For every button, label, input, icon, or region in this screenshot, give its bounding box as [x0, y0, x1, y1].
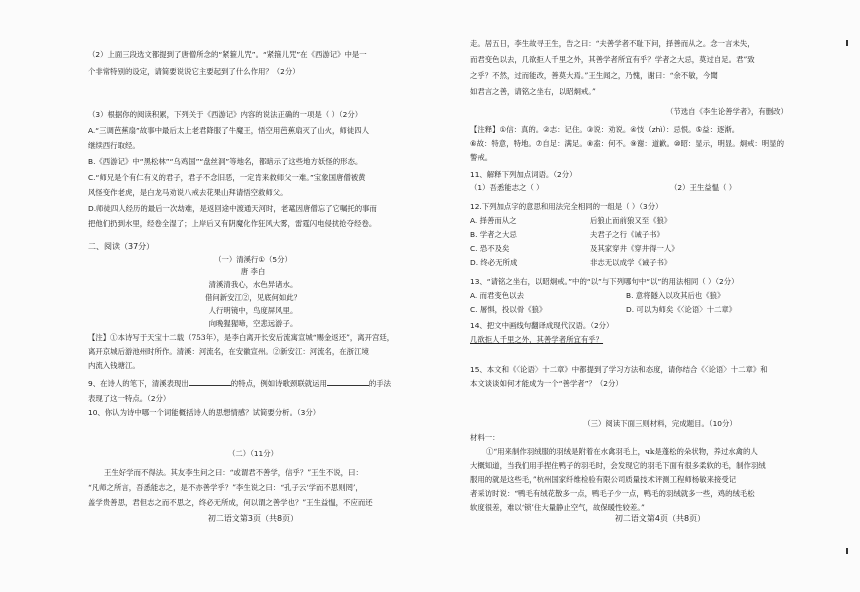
question-9-cont: 表现了这一特点。（2分） — [88, 394, 171, 403]
q12-a-left: A. 择善而从之 — [470, 216, 517, 225]
q9-part-3: 的手法 — [368, 379, 392, 388]
material-line-1: ①“用来制作羽绒服的羽绒是附着在水禽羽毛上，чk是蓬松的朵状物，养过水禽的人 — [486, 447, 758, 456]
q3-option-b: B.《西游记》中“黑松林”“乌鸡国”“盘丝洞”等地名，都暗示了这些地方妖怪的形态。 — [88, 157, 363, 166]
page-footer-right: 初二语文第4页（共8页） — [614, 514, 706, 523]
gloss-line-2: ⑥故：特意，特地。⑦自足：满足。⑧盍：何不。⑨谢：道歉。⑩昭：显示，明显。炯戒：明显的 — [470, 139, 784, 148]
question-15-line-2: 本文谈谈如何才能成为一个“善学者”？（2分） — [470, 379, 623, 388]
passage-line-3: 之乎？不然，过而能改，善莫大焉。”王生闻之，乃愧，谢曰：“余不敏，今聞 — [470, 71, 718, 80]
passage-line-1: 走。居五日，李生故寻王生，告之曰：“夫善学者不耻下问，择善而从之。念一言未失， — [470, 39, 755, 48]
q13-option-a: A. 而君变色以去 — [470, 291, 524, 300]
poem-line-4: 向晚猩猩啼，空悲远游子。 — [208, 319, 298, 328]
page-footer-left: 初二语文第3页（共8页） — [207, 514, 299, 523]
binding-mark — [846, 40, 848, 46]
q12-a-right: 后狼止而前狼又至《狼》 — [590, 216, 672, 225]
passage-source: （节选自《李生论善学者》，有删改） — [666, 107, 788, 116]
q12-c-right: 及其家穿井《穿井得一人》 — [590, 244, 679, 253]
q2-line-1: （2）上面三段选文都提到了唐僧所念的“紧箍儿咒”。“紧箍儿咒”在《西游记》中是一 — [88, 50, 367, 59]
q11-item-1: （1）吾悉能志之（ ） — [470, 183, 544, 192]
question-15-line-1: 15、本文和《〈论语〉十二章》中都提到了学习方法和态度，请你结合《〈论语〉十二章》和 — [470, 365, 768, 374]
q12-c-left: C. 恐不及矣 — [470, 244, 510, 253]
section-heading-reading: 二、阅读（37分） — [88, 242, 155, 251]
poem-line-2: 借问新安江②，见底何如此？ — [204, 293, 302, 302]
material-line-5: 软度很差，难以‘锁’住大量静止空气，故保暖性较差。” — [470, 503, 645, 512]
gloss-line-3: 警戒。 — [470, 153, 493, 162]
q9-part-1: 9、在诗人的笔下，清溪表现出 — [88, 379, 189, 388]
poem-note-3: 内流入钱塘江。 — [88, 361, 140, 370]
q12-d-right: 非志无以成学《诫子书》 — [590, 258, 672, 267]
poem-author: 唐 李白 — [240, 267, 266, 276]
q3-option-a: A.“三调芭蕉扇”故事中最后太上老君降服了牛魔王，悟空用芭蕉扇灭了山火，师徒四人 — [88, 126, 369, 135]
gloss-line-1: 【注释】①信：真的。②志：记住。③说：劝说。④忮（zhì）：忌恨。⑤益：逐渐。 — [470, 125, 740, 134]
material-line-4: 者采访时说：“鸭毛有绒花散多一点，鸭毛子少一点，鸭毛的羽绒就多一些，鸡的绒毛松 — [470, 489, 755, 498]
question-9 — [88, 378, 391, 389]
question-12: 12.下列加点字的意思和用法完全相同的一组是（ ）（3分） — [470, 202, 663, 211]
prose-line-2: “凡师之所言，吾悉能志之，是不亦善学乎？”李生说之曰：“孔子云‘学而不思则罔’， — [88, 483, 363, 492]
q3-option-d: D.师徒四人经历的最后一次劫难，是返回途中渡通天河时，老鼋因唐僧忘了它嘱托的事而 — [88, 204, 377, 213]
passage-line-2: 而君变色以去，几欲拒人千里之外，其善学者所宜有乎？学者之大忌，莫过自足。君”致 — [470, 55, 755, 64]
q3-stem: （3）根据你的阅读积累，下列关于《西游记》内容的说法正确的一项是（ ）（2分） — [88, 110, 363, 119]
q9-blank-1[interactable] — [189, 385, 231, 386]
q3-option-a-cont: 继续西行取经。 — [88, 141, 140, 150]
exam-page-4 — [430, 0, 860, 592]
q14-sentence: 几欲拒人千里之外，其善学者所宜有乎？ — [470, 335, 604, 344]
q13-option-b: B. 意将隧入以攻其后也《狼》 — [626, 291, 725, 300]
q2-line-2: 个非常特别的设定，请简要说说它主要起到了什么作用？（2分） — [88, 67, 300, 76]
material-label: 材料一： — [470, 433, 500, 442]
section-b-heading: （二）（11分） — [227, 449, 279, 458]
prose-line-3: 盖学贵善思，君但志之而不思之，终必无所成，何以谓之善学也？”王生益愠，不应而还 — [88, 498, 373, 507]
poem-title: （一）清溪行①（5分） — [214, 255, 292, 264]
question-13: 13、“请铭之坐右，以昭炯戒。”中的“以”与下列哪句中“以”的用法相同（ ）（2分） — [470, 277, 739, 286]
binding-mark — [846, 548, 848, 554]
q3-option-d-cont: 把他们扔到水里，经卷全湿了；上岸后又有阴魔化作狂风大雾，雷霆闪电侵扰抢夺经卷。 — [88, 219, 377, 228]
q12-b-right: 夫君子之行《诫子书》 — [590, 230, 664, 239]
section-c-heading: （三）阅读下面三则材料，完成题目。（10分） — [583, 419, 737, 428]
q12-b-left: B. 学者之大忌 — [470, 230, 517, 239]
question-10: 10、你认为诗中哪一个词能概括诗人的思想情感？试简要分析。（3分） — [88, 408, 321, 417]
q11-item-2: （2）王生益愠（ ） — [670, 183, 737, 192]
poem-note-2: 离开京城后游池州时所作。清溪：河流名，在安徽宣州。②新安江：河流名，在浙江境 — [88, 347, 369, 356]
material-line-3: 服用的就是这些毛，”杭州国家纤维检验有限公司质量技术评测工程师杨敏来接受记 — [470, 475, 737, 484]
passage-line-4: 如君言之善，请铭之坐右，以昭炯戒。” — [470, 87, 596, 96]
prose-line-1: 王生好学而不得法。其友李生问之曰：“或谓君不善学，信乎？”王生不说，曰： — [104, 468, 363, 477]
q13-option-d: D. 可以为师矣《〈论语〉十二章》 — [626, 305, 737, 314]
poem-line-1: 清溪清我心，水色异诸水。 — [208, 280, 298, 289]
poem-line-3: 人行明镜中，鸟度屏风里。 — [208, 306, 298, 315]
material-line-2: 大概知道，当我们用手捏住鸭子的羽毛时，会发现它的羽毛下面有很多柔软的毛，制作羽绒 — [470, 461, 766, 470]
question-11: 11、解释下列加点词语。（2分） — [470, 170, 577, 179]
q9-blank-2[interactable] — [327, 385, 369, 386]
q3-option-c: C.“师兄是个有仁有义的君子，君子不念旧恶，一定肯来救师父一难。”宝象国唐僧被黄 — [88, 173, 366, 182]
q13-option-c: C. 屠惧，投以骨《狼》 — [470, 305, 547, 314]
poem-note-1: 【注】①本诗写于天宝十二载（753年），是李白离开长安后流寓宣城“赐金返还”，离开宫廷， — [88, 333, 395, 342]
question-14: 14、把文中画线句翻译成现代汉语。（2分） — [470, 321, 614, 330]
q12-d-left: D. 终必无所成 — [470, 258, 518, 267]
q3-option-c-cont: 风怪变作老虎，是白龙马劝说八戒去花果山拜请悟空救师父。 — [88, 188, 288, 197]
q9-part-2: 的特点，例如诗歌颈联就运用 — [230, 379, 327, 388]
